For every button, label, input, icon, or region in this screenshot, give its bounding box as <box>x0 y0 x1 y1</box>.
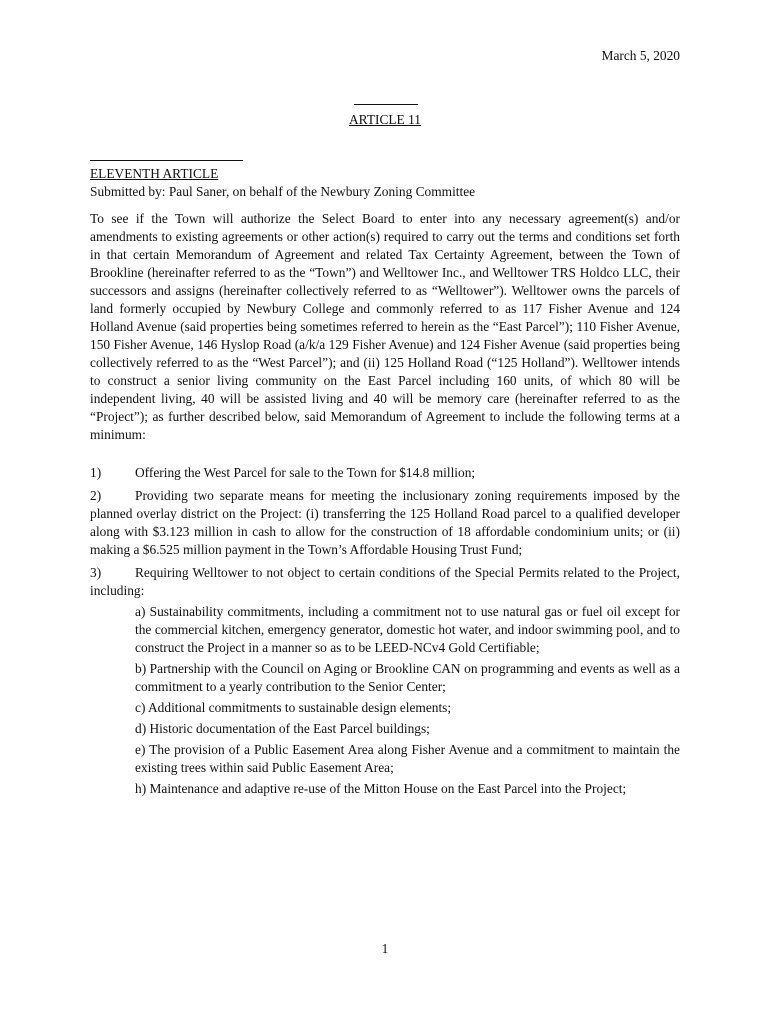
sub-item: d) Historic documentation of the East Parcel buildings; <box>135 721 430 736</box>
terms-list <box>90 464 680 798</box>
sub-item: c) Additional commitments to sustainable design elements; <box>135 700 452 715</box>
sub-item: h) Maintenance and adaptive re-use of the Mitton House on the East Parcel into the Project; <box>135 781 627 796</box>
list-item-text: Providing two separate means for meeting the inclusionary zoning requirements imposed by the planned overlay district on the Project: (i) transferring the 125 Holland Road parcel to a qualified developer along with $3.123 million in cash to allow for the construction of 18 affordable condominium units; or (ii) making a $6.525 million payment in the Town’s Affordable Housing Trust Fund; <box>90 488 680 557</box>
document-date: March 5, 2020 <box>601 48 680 63</box>
list-item-number: 3) <box>90 565 102 580</box>
page-number: 1 <box>381 941 389 956</box>
intro-paragraph: To see if the Town will authorize the Select Board to enter into any necessary agreement(s) and/or amendments to existing agreements or other action(s) required to carry out the terms and conditions set forth in that certain Memorandum of Agreement and related Tax Certainty Agreement, between the Town of Brookline (hereinafter referred to as the “Town”) and Welltower Inc., and Welltower TRS Holdco LLC, their successors and assigns (hereinafter collectively referred to as “Welltower”). Welltower owns the parcels of land formerly occupied by Newbury College and commonly referred to as 117 Fisher Avenue and 124 Holland Avenue (said properties being sometimes referred to herein as the “East Parcel”); 110 Fisher Avenue, 150 Fisher Avenue, 146 Hyslop Road (a/k/a 129 Fisher Avenue) and 124 Fisher Avenue (said properties being collectively referred to as the “West Parcel”); and (ii) 125 Holland Road (“125 Holland”). Welltower intends to construct a senior living community on the East Parcel including 160 units, of which 80 will be independent living, 40 will be assisted living and 40 will be memory care (hereinafter referred to as the “Project”); as further described below, said Memorandum of Agreement to include the following terms at a minimum: <box>90 211 680 442</box>
sub-item: a) Sustainability commitments, including a commitment not to use natural gas or fuel oil except for the commercial kitchen, emergency generator, domestic hot water, and indoor swimming pool, and to construct the Project in a manner so as to be LEED-NCv4 Gold Certifiable; <box>135 604 680 655</box>
sub-item: e) The provision of a Public Easement Area along Fisher Avenue and a commitment to maintain the existing trees within said Public Easement Area; <box>135 742 680 775</box>
list-item-text: Offering the West Parcel for sale to the Town for $14.8 million; <box>135 465 476 480</box>
sub-item: b) Partnership with the Council on Aging or Brookline CAN on programming and events as well as a commitment to a yearly contribution to the Senior Center; <box>135 661 680 694</box>
document-body <box>90 165 680 798</box>
list-item <box>90 464 680 482</box>
list-item <box>90 564 680 600</box>
list-item-number: 1) <box>90 465 102 480</box>
article-title: ARTICLE 11 <box>349 112 421 127</box>
list-item-number: 2) <box>90 488 102 503</box>
list-item-text: Requiring Welltower to not object to certain conditions of the Special Permits related to the Project, including: <box>90 565 680 598</box>
article-overline <box>354 104 418 105</box>
heading-overline <box>90 160 243 161</box>
section-heading: ELEVENTH ARTICLE <box>90 166 219 181</box>
list-item <box>90 487 680 559</box>
submitted-by-line: Submitted by: Paul Saner, on behalf of the Newbury Zoning Committee <box>90 184 476 199</box>
